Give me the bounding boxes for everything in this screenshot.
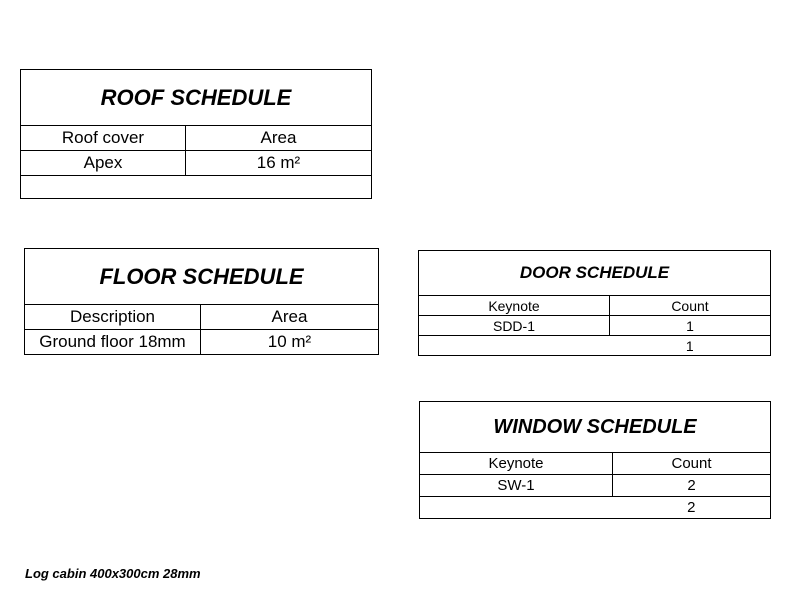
window-header-count: Count [613, 453, 771, 475]
door-cell-keynote: SDD-1 [419, 316, 610, 336]
floor-cell-description: Ground floor 18mm [25, 330, 201, 355]
table-row [25, 330, 379, 355]
window-schedule-table [419, 401, 771, 519]
door-header-keynote: Keynote [419, 296, 610, 316]
door-schedule-title: DOOR SCHEDULE [419, 251, 771, 296]
door-schedule-header-row [419, 296, 771, 316]
door-header-count: Count [610, 296, 771, 316]
roof-header-area: Area [186, 126, 372, 151]
floor-schedule-title: FLOOR SCHEDULE [25, 249, 379, 305]
table-row [21, 151, 372, 176]
floor-header-description: Description [25, 305, 201, 330]
window-schedule-header-row [420, 453, 771, 475]
roof-cell-area: 16 m² [186, 151, 372, 176]
door-total-count: 1 [610, 336, 771, 356]
door-cell-count: 1 [610, 316, 771, 336]
roof-schedule-total-row [21, 176, 372, 199]
window-total-label [420, 497, 613, 519]
floor-schedule-table [24, 248, 379, 355]
floor-cell-area: 10 m² [201, 330, 379, 355]
floor-header-area: Area [201, 305, 379, 330]
window-schedule-total-row [420, 497, 771, 519]
door-schedule-table [418, 250, 771, 356]
window-cell-count: 2 [613, 475, 771, 497]
window-total-count: 2 [613, 497, 771, 519]
door-total-label [419, 336, 610, 356]
roof-schedule-title: ROOF SCHEDULE [21, 70, 372, 126]
floor-schedule-header-row [25, 305, 379, 330]
roof-cell-roof-cover: Apex [21, 151, 186, 176]
window-header-keynote: Keynote [420, 453, 613, 475]
roof-header-roof-cover: Roof cover [21, 126, 186, 151]
roof-schedule-header-row [21, 126, 372, 151]
table-row [420, 475, 771, 497]
table-row [419, 316, 771, 336]
door-schedule-total-row [419, 336, 771, 356]
roof-schedule-table [20, 69, 372, 199]
window-schedule-title: WINDOW SCHEDULE [420, 402, 771, 453]
roof-total-cell [21, 176, 372, 199]
window-cell-keynote: SW-1 [420, 475, 613, 497]
drawing-caption: Log cabin 400x300cm 28mm [25, 566, 201, 581]
